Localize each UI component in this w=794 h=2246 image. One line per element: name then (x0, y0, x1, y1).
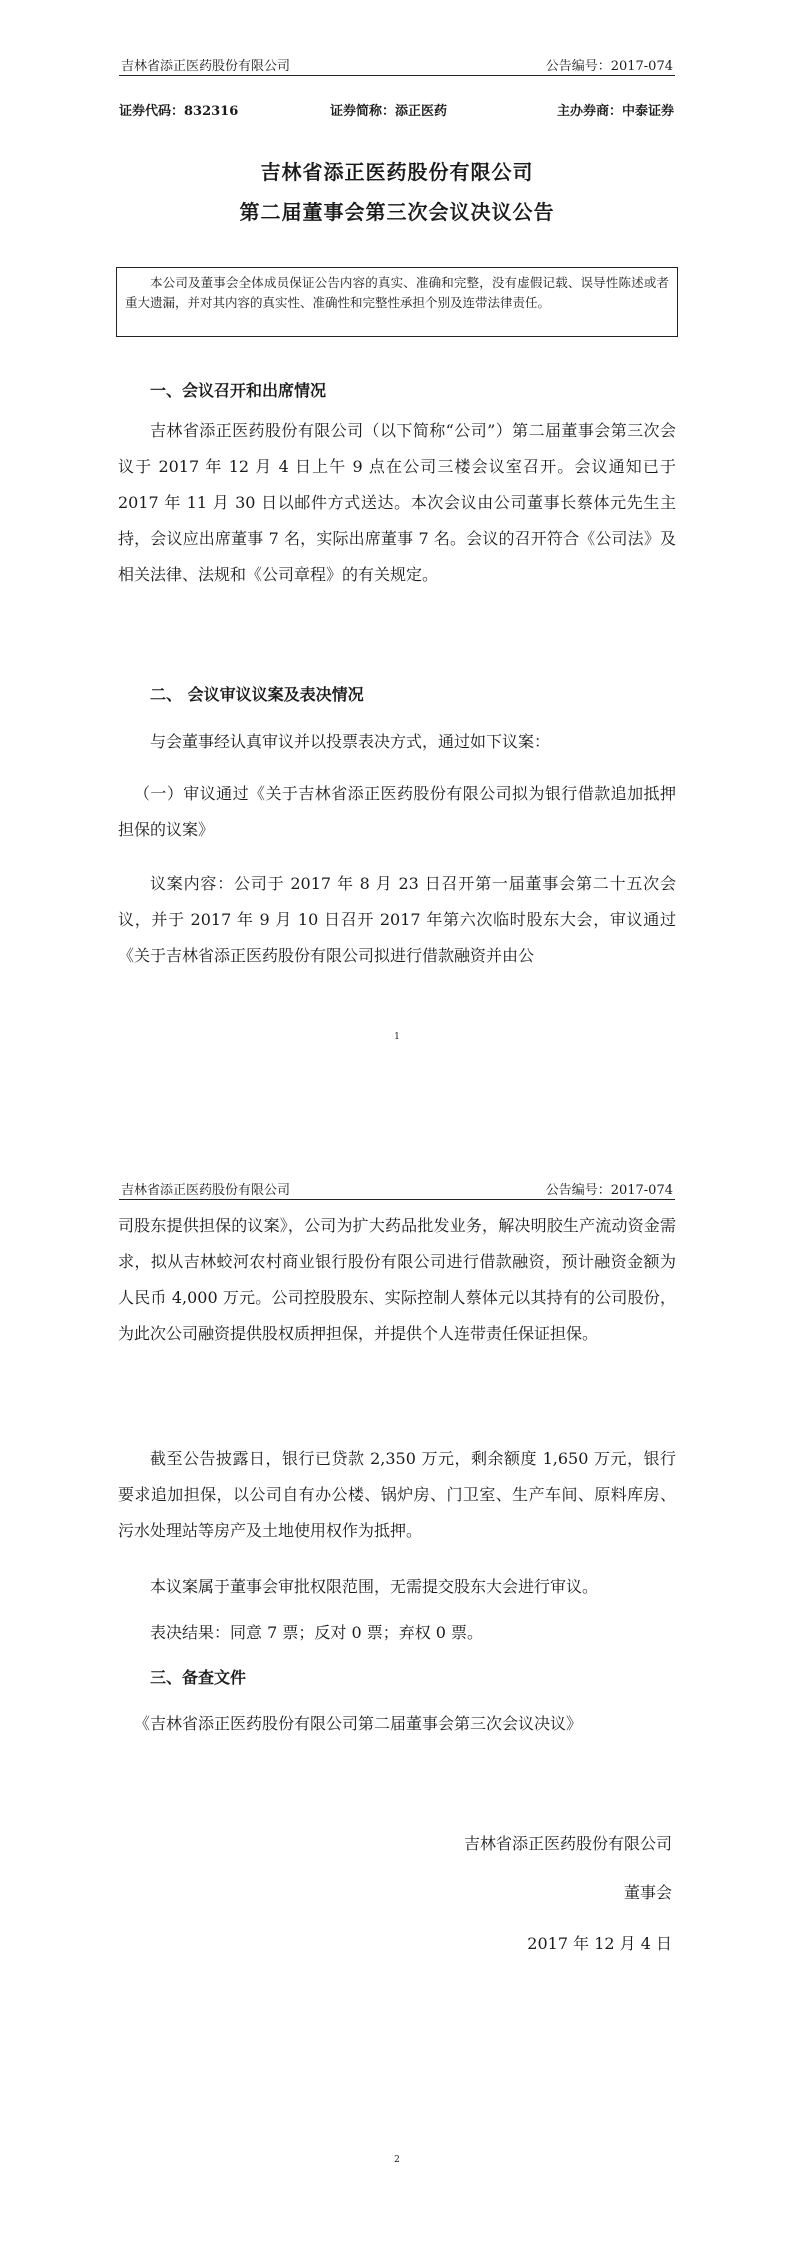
motion-title: （一）审议通过《关于吉林省添正医药股份有限公司拟为银行借款追加抵押担保的议案》 (118, 784, 676, 839)
page-number-2: 2 (394, 2155, 400, 2165)
security-short-name: 证券简称：添正医药 (330, 104, 448, 119)
header-company: 吉林省添正医药股份有限公司 (121, 1183, 291, 1198)
page-header (119, 53, 675, 76)
motion-content-part-3: 截至公告披露日，银行已贷款 2,350 万元，剩余额度 1,650 万元，银行要求追加担保，以公司自有办公楼、锅炉房、门卫室、生产车间、原料库房、污水处理站等房产及土地使用权作为抵押。 (118, 1449, 676, 1540)
signature-board: 董事会 (623, 1883, 672, 1902)
reference-document: 《吉林省添正医药股份有限公司第二届董事会第三次会议决议》 (134, 1714, 583, 1733)
signature-date: 2017 年 12 月 4 日 (527, 1934, 672, 1953)
disclaimer-box: 本公司及董事会全体成员保证公告内容的真实、准确和完整，没有虚假记载、误导性陈述或者重大遗漏，并对其内容的真实性、准确性和完整性承担个别及连带法律责任。 (116, 267, 678, 337)
title-line-2: 第二届董事会第三次会议决议公告 (239, 200, 555, 224)
approval-authority: 本议案属于董事会审批权限范围，无需提交股东大会进行审议。 (150, 1577, 599, 1596)
page-2 (0, 1123, 794, 2246)
sponsor-broker: 主办券商：中泰证券 (556, 104, 674, 119)
header-company: 吉林省添正医药股份有限公司 (121, 59, 291, 74)
section-1-body: 吉林省添正医药股份有限公司（以下简称“公司”）第二届董事会第三次会议于 2017 年 12 月 4 日上午 9 点在公司三楼会议室召开。会议通知已于 2017 年 11 月 30 日以邮件方式送达。本次会议由公司董事长蔡体元先生主持，会议应出席董事 7 名，实际出席董事 7 名。会议的召开符合《公司法》及相关法律、法规和《公司章程》的有关规定。 (118, 421, 676, 584)
signature-company: 吉林省添正医药股份有限公司 (463, 1834, 672, 1853)
section-2-heading: 二、 会议审议议案及表决情况 (150, 685, 364, 704)
motion-content-part-1: 议案内容：公司于 2017 年 8 月 23 日召开第一届董事会第二十五次会议，并于 2017 年 9 月 10 日召开 2017 年第六次临时股东大会，审议通过《关于吉林省添正医药股份有限公司拟进行借款融资并由公 (118, 874, 676, 965)
security-code: 证券代码：832316 (119, 104, 239, 119)
section-1-heading: 一、会议召开和出席情况 (150, 381, 327, 400)
header-notice-number: 公告编号：2017-074 (545, 59, 673, 74)
vote-result: 表决结果：同意 7 票；反对 0 票；弃权 0 票。 (150, 1623, 484, 1642)
title-line-1: 吉林省添正医药股份有限公司 (260, 160, 534, 184)
section-3-heading: 三、备查文件 (150, 1668, 247, 1687)
section-2-intro: 与会董事经认真审议并以投票表决方式，通过如下议案： (150, 732, 551, 751)
page-header (119, 1177, 675, 1200)
header-notice-number: 公告编号：2017-074 (545, 1183, 673, 1198)
page-number-1: 1 (394, 1032, 400, 1042)
motion-content-part-2: 司股东提供担保的议案》，公司为扩大药品批发业务，解决明胶生产流动资金需求，拟从吉林蛟河农村商业银行股份有限公司进行借款融资，预计融资金额为人民币 4,000 万元。公司控股股东、实际控制人蔡体元以其持有的公司股份，为此次公司融资提供股权质押担保，并提供个人连带责任保证担保。 (118, 1216, 676, 1343)
